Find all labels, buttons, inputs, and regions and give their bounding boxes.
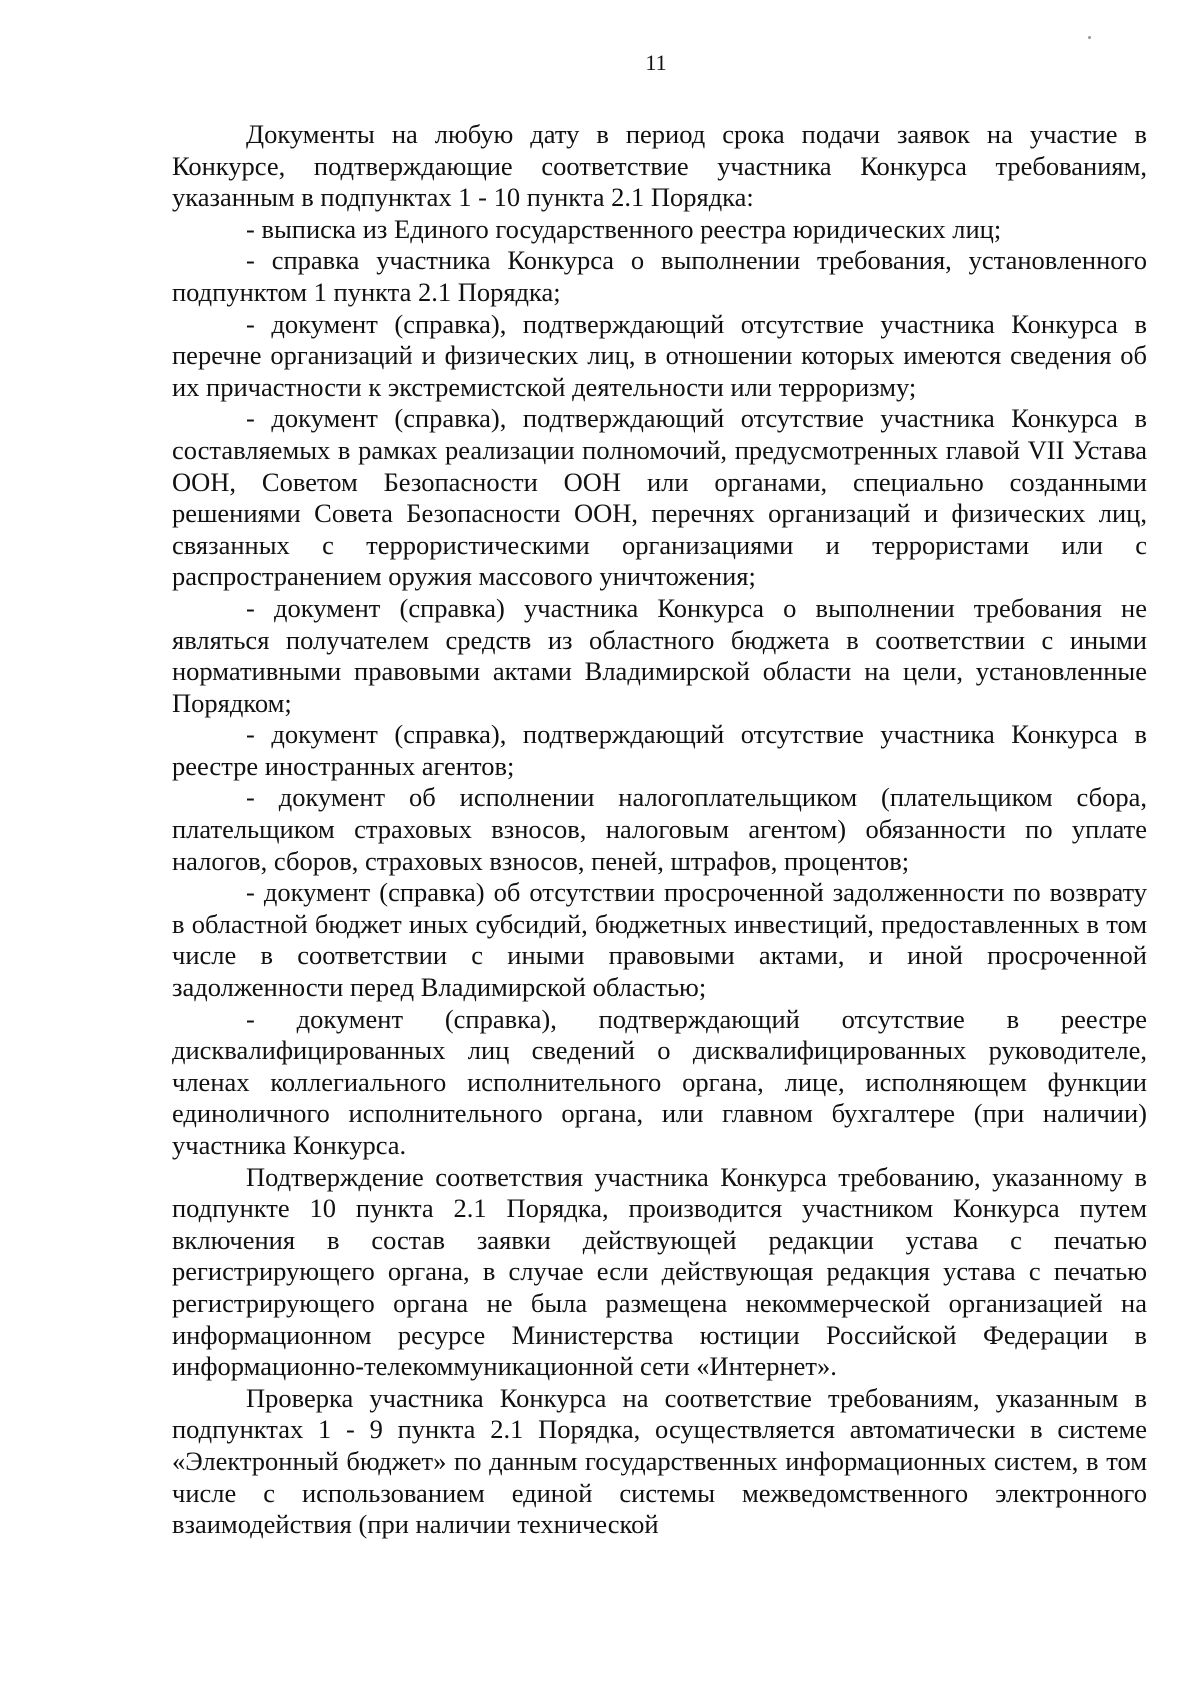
paragraph-automatic-check: Проверка участника Конкурса на соответствие требованиям, указанным в подпунктах 1 - 9 пункта 2.1 Порядка, осуществляется автоматически в системе «Электронный бюджет» по данным государственных информационных систем, в том числе с использованием единой системы межведомственного электронного взаимодействия (при наличии технической [172, 1382, 1147, 1540]
list-item-egrul-extract: - выписка из Единого государственного реестра юридических лиц; [246, 213, 1002, 244]
list-item-un-lists-certificate: - документ (справка), подтверждающий отсутствие участника Конкурса в составляемых в рамках реализации полномочий, предусмотренных главой VII Устава ООН, Советом Безопасности ООН или органами, специально созданными решениями Совета Безопасности ООН, перечнях организаций и физических лиц, связанных с террористическими организациями и террористами или с распространением оружия массового уничтожения; [172, 403, 1147, 592]
list-item-overdue-debt-certificate: - документ (справка) об отсутствии просроченной задолженности по возврату в областной бюджет иных субсидий, бюджетных инвестиций, предоставленных в том числе в соответствии с иными правовыми актами, и иной просроченной задолженности перед Владимирской областью; [172, 877, 1147, 1003]
page-number: 11 [645, 50, 667, 75]
list-item-foreign-agents-certificate: - документ (справка), подтверждающий отсутствие участника Конкурса в реестре иностранных агентов; [172, 719, 1147, 781]
list-item-disqualified-persons-certificate: - документ (справка), подтверждающий отсутствие в реестре дисквалифицированных лиц сведений о дисквалифицированных руководителе, членах коллегиального исполнительного органа, лице, исполняющем функции единоличного исполнительного органа, или главном бухгалтере (при наличии) участника Конкурса. [172, 1003, 1147, 1160]
scan-speck [1088, 36, 1091, 39]
list-item-requirement-certificate: - справка участника Конкурса о выполнении требования, установленного подпунктом 1 пункта 2.1 Порядка; [172, 245, 1147, 307]
paragraph-documents-intro: Документы на любую дату в период срока подачи заявок на участие в Конкурсе, подтверждающие соответствие участника Конкурса требованиям, указанным в подпунктах 1 - 10 пункта 2.1 Порядка: [172, 119, 1147, 213]
paragraph-charter-confirmation: Подтверждение соответствия участника Конкурса требованию, указанному в подпункте 10 пункта 2.1 Порядка, производится участником Конкурса путем включения в состав заявки действующей редакции устава с печатью регистрирующего органа, в случае если действующая редакция устава с печатью регистрирующего органа не была размещена некоммерческой организацией на информационном ресурсе Министерства юстиции Российской Федерации в информационно-телекоммуникационной сети «Интернет». [172, 1161, 1147, 1382]
list-item-extremism-list-certificate: - документ (справка), подтверждающий отсутствие участника Конкурса в перечне организаций и физических лиц, в отношении которых имеются сведения об их причастности к экстремистской деятельности или терроризму; [172, 308, 1147, 402]
list-item-tax-obligations-document: - документ об исполнении налогоплательщиком (плательщиком сбора, плательщиком страховых взносов, налоговым агентом) обязанности по уплате налогов, сборов, страховых взносов, пеней, штрафов, процентов; [172, 782, 1147, 876]
document-body [172, 119, 1147, 1541]
list-item-budget-recipient-certificate: - документ (справка) участника Конкурса о выполнении требования не являться получателем средств из областного бюджета в соответствии с иными нормативными правовыми актами Владимирской области на цели, установленные Порядком; [172, 592, 1147, 718]
